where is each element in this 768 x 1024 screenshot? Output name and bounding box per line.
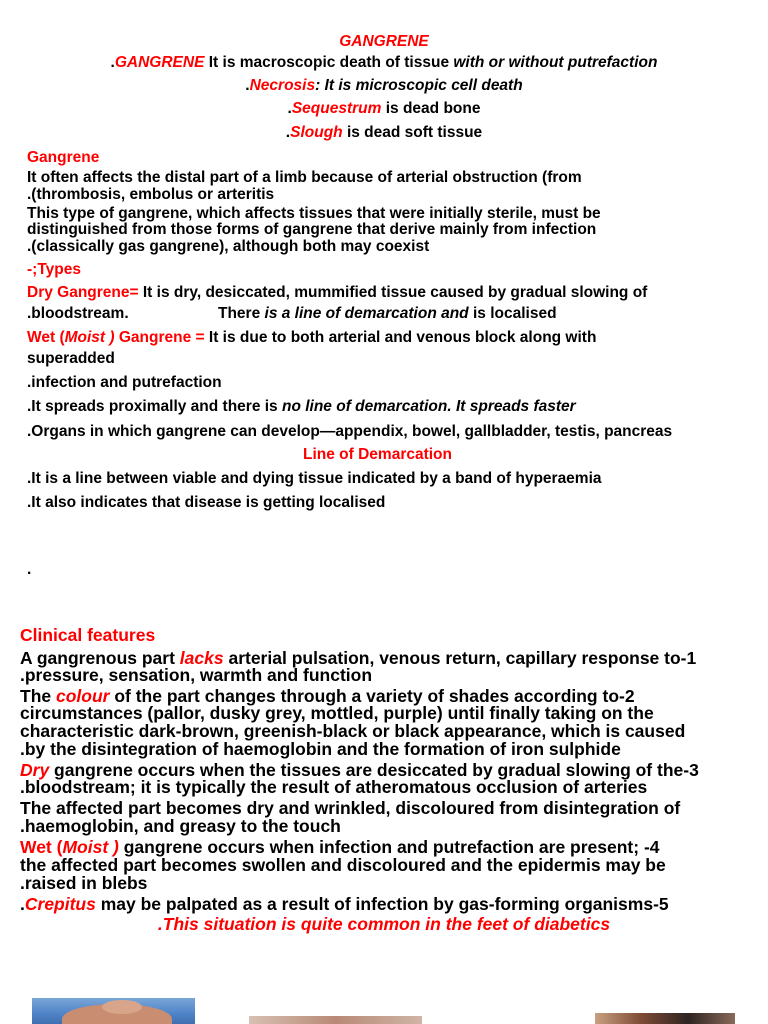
clinical-feature-3-line: The affected part becomes dry and wrinkled, discoloured from disintegration of	[20, 798, 681, 818]
text: There	[218, 305, 265, 322]
text: The	[20, 686, 56, 706]
definition-text: is dead bone	[381, 100, 481, 117]
text-italic: is a line of demarcation and	[264, 305, 469, 322]
clinical-feature-4	[20, 838, 660, 856]
clinical-feature-1-line: .pressure, sensation, warmth and function	[20, 665, 373, 685]
text: gangrene occurs when infection and putrefaction are present; -4	[118, 837, 660, 857]
text: of the part changes through a variety of shades according to-2	[109, 686, 635, 706]
clinical-heading: Clinical features	[20, 625, 156, 645]
foot-photo-1	[32, 998, 195, 1024]
text: gangrene occurs when the tissues are desiccated by gradual slowing of the-3	[49, 760, 699, 780]
demarcation-line-2: .It also indicates that disease is getting localised	[27, 494, 386, 511]
text: may be palpated as a result of infection by gas-forming organisms-5	[95, 894, 669, 914]
term: Sequestrum	[291, 100, 382, 117]
gangrene-heading: Gangrene	[27, 149, 100, 166]
wet-gangrene-text: It is due to both arterial and venous block along with	[204, 329, 597, 346]
stray-dot: .	[27, 561, 32, 578]
term: Necrosis	[249, 77, 316, 94]
text: .It spreads proximally and there is	[27, 398, 282, 415]
gangrene-paragraph-line: .(classically gas gangrene), although both may coexist	[27, 238, 430, 255]
dry-gangrene-text: It is dry, desiccated, mummified tissue caused by gradual slowing of	[138, 284, 648, 301]
clinical-feature-2-line: .by the disintegration of haemoglobin and the formation of iron sulphide	[20, 739, 621, 759]
keyword: colour	[55, 686, 110, 706]
gangrene-paragraph-line: .(thrombosis, embolus or arteritis	[27, 186, 275, 203]
organs-line: .Organs in which gangrene can develop—appendix, bowel, gallbladder, testis, pancreas	[27, 423, 673, 440]
term: Slough	[290, 124, 343, 141]
text: arterial pulsation, venous return, capillary response to-1	[223, 648, 697, 668]
clinical-feature-3-line: .bloodstream; it is typically the result of atheromatous occlusion of arteries	[20, 777, 648, 797]
clinical-feature-5	[20, 895, 669, 913]
keyword: Wet (	[20, 837, 63, 857]
text: .	[20, 894, 25, 914]
definition-sequestrum	[0, 100, 768, 117]
diabetic-note: .This situation is quite common in the feet of diabetics	[157, 914, 611, 934]
foot-highlight	[102, 1000, 142, 1014]
keyword-italic: Moist )	[62, 837, 119, 857]
wet-gangrene-line-2: superadded	[27, 350, 115, 367]
wet-label-italic: Moist )	[64, 329, 115, 346]
dot: .	[287, 100, 292, 117]
demarcation-line-1: .It is a line between viable and dying tissue indicated by a band of hyperaemia	[27, 470, 602, 487]
dot: .	[110, 54, 115, 71]
term: GANGRENE	[114, 54, 205, 71]
clinical-feature-2-line: circumstances (pallor, dusky grey, mottled, purple) until finally taking on the	[20, 703, 654, 723]
dot: .	[285, 124, 291, 141]
gangrene-paragraph-line: It often affects the distal part of a limb because of arterial obstruction (from	[27, 169, 582, 186]
keyword: Dry	[20, 760, 50, 780]
text-italic: no line of demarcation. It spreads faster	[281, 398, 576, 415]
definition-text: is dead soft tissue	[342, 124, 483, 141]
clinical-feature-2-line: characteristic dark-brown, greenish-black or black appearance, which is caused	[20, 721, 686, 741]
gangrene-paragraph-line: distinguished from those forms of gangrene that derive mainly from infection	[27, 221, 597, 238]
dry-gangrene-line	[27, 284, 647, 301]
text: is localised	[468, 305, 557, 322]
clinical-feature-4-line: .raised in blebs	[20, 873, 148, 893]
demarcation-heading: Line of Demarcation	[303, 446, 452, 463]
gangrene-paragraph-line: This type of gangrene, which affects tissues that were initially sterile, must be	[27, 205, 601, 222]
wet-label: Wet (	[27, 329, 65, 346]
keyword: lacks	[179, 648, 224, 668]
text: A gangrenous part	[20, 648, 180, 668]
definition-text: It is macroscopic death of tissue	[204, 54, 454, 71]
definition-italic: : It is microscopic cell death	[315, 77, 523, 94]
page-title: GANGRENE	[339, 33, 429, 50]
wet-label: Gangrene =	[114, 329, 205, 346]
definition-gangrene	[0, 54, 768, 71]
foot-photo-3	[595, 1013, 735, 1024]
foot-photo-2	[249, 1016, 422, 1024]
dot: .	[245, 77, 250, 94]
definition-slough	[0, 124, 768, 141]
clinical-feature-4-line: the affected part becomes swollen and discoloured and the epidermis may be	[20, 855, 666, 875]
types-heading: -;Types	[27, 261, 81, 278]
dry-gangrene-line-2b	[218, 305, 557, 322]
wet-gangrene-line	[27, 329, 596, 346]
dry-gangrene-label: Dry Gangrene=	[27, 284, 139, 301]
wet-gangrene-line-3: .infection and putrefaction	[27, 374, 222, 391]
dry-gangrene-line-2a: .bloodstream.	[27, 305, 129, 322]
clinical-feature-3-line: .haemoglobin, and greasy to the touch	[20, 816, 341, 836]
wet-gangrene-line-4	[27, 398, 576, 415]
keyword: Crepitus	[24, 894, 96, 914]
definition-italic: with or without putrefaction	[453, 54, 658, 71]
definition-necrosis	[0, 77, 768, 94]
